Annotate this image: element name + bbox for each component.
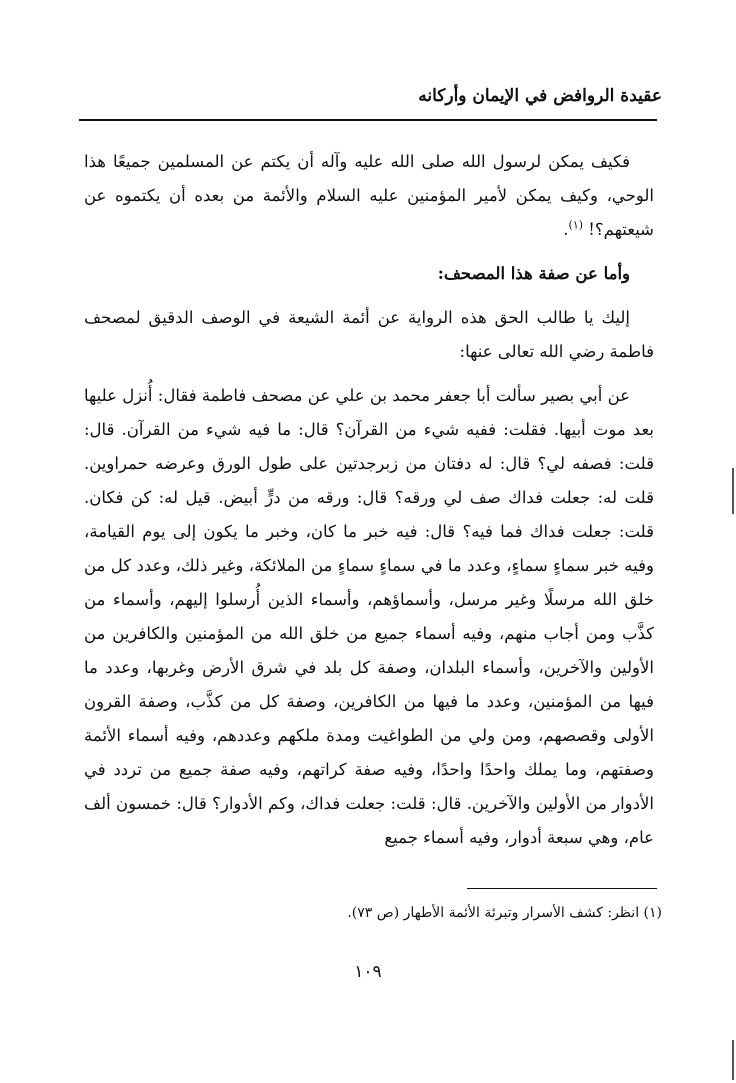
- footnote-reference[interactable]: (١): [568, 218, 584, 232]
- section-heading: وأما عن صفة هذا المصحف:: [437, 264, 630, 283]
- footnote-rule: [467, 888, 657, 889]
- paragraph-intro: [84, 145, 654, 247]
- page-number: ١٠٩: [354, 962, 382, 982]
- paragraph-intro-text: فكيف يمكن لرسول الله صلى الله عليه وآله أن يكتم عن المسلمين جميعًا هذا الوحي، وكيف يمكن لأمير المؤمنين عليه السلام والأئمة من بعده أن يكتموه عن شيعتهم؟!: [84, 152, 654, 239]
- running-header: عقيدة الروافض في الإيمان وأركانه: [418, 86, 662, 106]
- scan-edge-mark: [732, 1040, 734, 1080]
- scan-edge-mark: [732, 468, 734, 514]
- paragraph-narration: عن أبي بصير سألت أبا جعفر محمد بن علي عن مصحف فاطمة فقال: أُنزل عليها بعد موت أبيها. فقلت: ففيه شيء من القرآن؟ قال: ما فيه شيء من القرآن. قال: قلت: فصفه لي؟ قال: له دفتان من زبرجدتين على طول الورق وعرضه حمراوين. قلت له: جعلت فداك صف لي ورقه؟ قال: ورقه من درٍّ أبيض. قيل له: كن فكان. قلت: جعلت فداك فما فيه؟ قال: فيه خبر ما كان، وخبر ما يكون إلى يوم القيامة، وفيه خبر سماءٍ سماءٍ، وعدد ما في سماءٍ سماءٍ من الملائكة، وغير ذلك، وعدد كل من خلق الله مرسلًا وغير مرسل، وأسماؤهم، وأسماء الذين أُرسلوا إليهم، وأسماء من كذَّب ومن أجاب منهم، وفيه أسماء جميع من خلق الله من المؤمنين والكافرين من الأولين والآخرين، وأسماء البلدان، وصفة كل بلد في شرق الأرض وغربها، وعدد ما فيها من المؤمنين، وعدد ما فيها من الكافرين، وصفة كل من كذَّب، وصفة القرون الأولى وقصصهم، ومن ولي من الطواغيت ومدة ملكهم وعددهم، وفيه أسماء الأئمة وصفتهم، وما يملك واحدًا واحدًا، وفيه صفة كراتهم، وفيه صفة جميع من تردد في الأدوار من الأولين والآخرين. قال: قلت: جعلت فداك، وكم الأدوار؟ قال: خمسون ألف عام، وهي سبعة أدوار، وفيه أسماء جميع: [84, 386, 654, 847]
- footnote: (١) انظر: كشف الأسرار وتبرئة الأئمة الأطهار (ص ٧٣).: [347, 905, 662, 921]
- paragraph-narration-intro: إليك يا طالب الحق هذه الرواية عن أئمة الشيعة في الوصف الدقيق لمصحف فاطمة رضي الله تعالى عنها:: [84, 308, 654, 361]
- paragraph-gap: [84, 247, 654, 257]
- paragraph-gap: [84, 291, 654, 301]
- body-text: [84, 145, 654, 855]
- header-rule: [79, 119, 657, 121]
- paragraph-gap: [84, 369, 654, 379]
- paragraph-intro-end: .: [563, 220, 569, 239]
